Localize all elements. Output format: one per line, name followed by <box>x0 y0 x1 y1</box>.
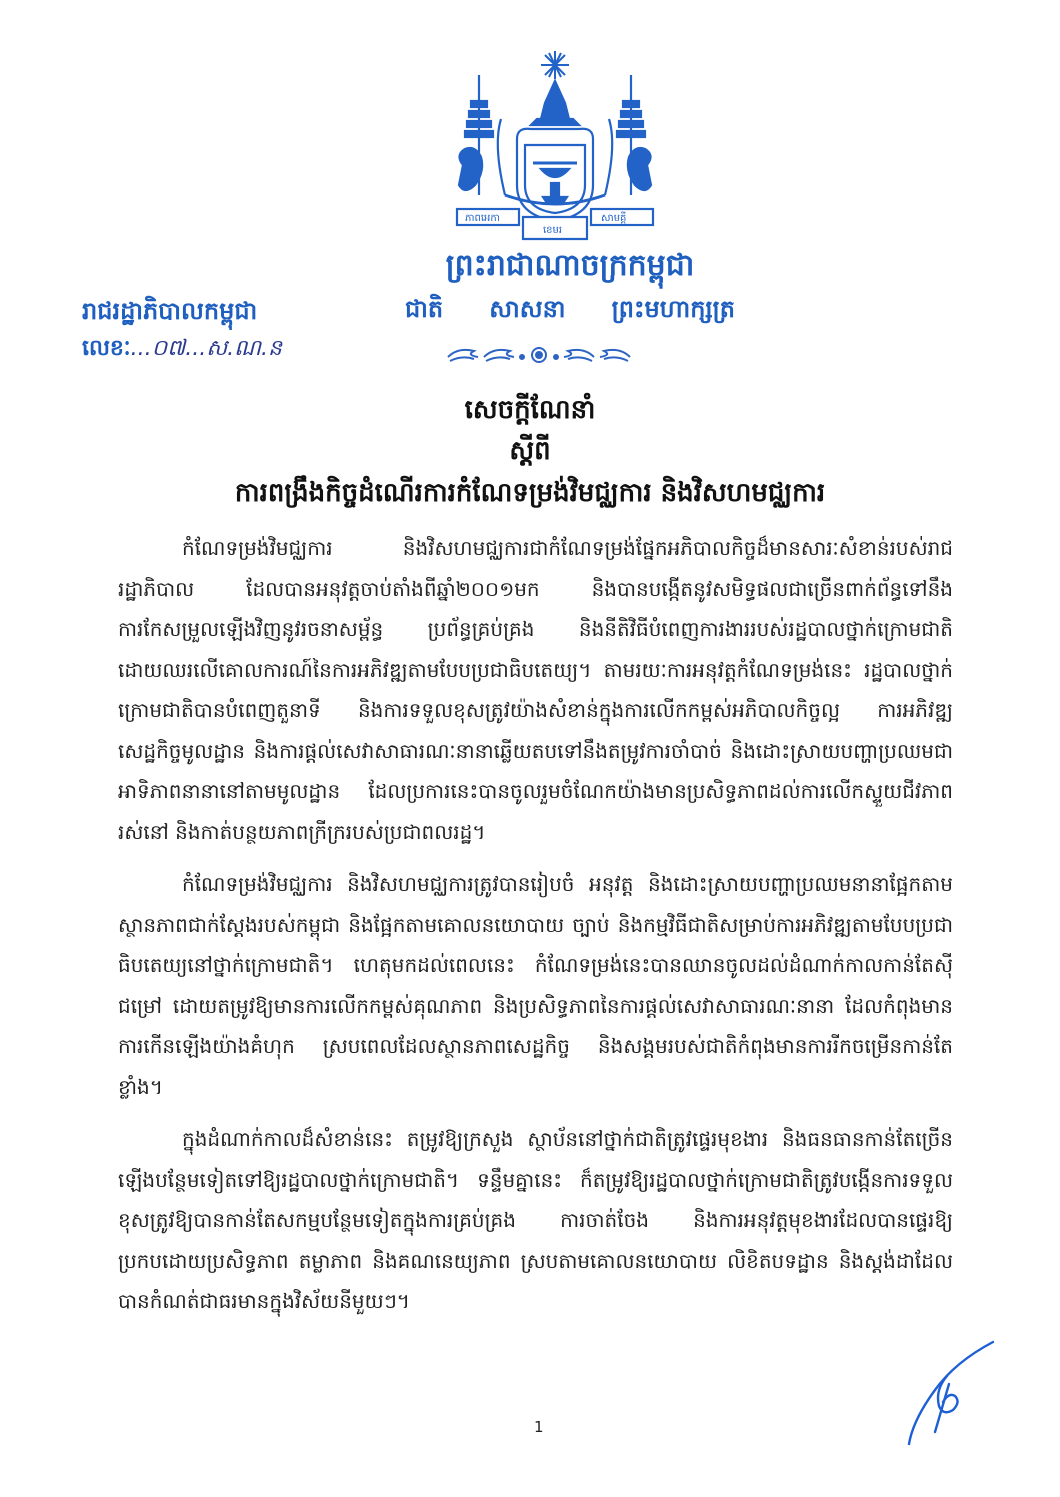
kingdom-title: ព្រះរាជាណាចក្រកម្ពុជា <box>445 248 695 283</box>
reference-number <box>82 334 282 366</box>
signature-icon <box>905 1340 995 1450</box>
reference-value: ...០៧...ស.ណ.ន <box>130 336 282 361</box>
document-body <box>118 528 953 1334</box>
document-subject: ការពង្រឹងកិច្ចដំណើរការកំណែទម្រង់វិមជ្ឈការ និងវិសហមជ្ឈការ <box>234 478 826 508</box>
emblem-ribbon-center: ខេមរ <box>543 225 563 236</box>
issuing-authority: រាជរដ្ឋាភិបាលកម្ពុជា <box>82 297 258 325</box>
national-motto <box>405 294 735 329</box>
motto-religion: សាសនា <box>489 295 566 323</box>
motto-king: ព្រះមហាក្សត្រ <box>611 295 735 323</box>
document-type: សេចក្ដីណែនាំ <box>464 395 596 425</box>
body-paragraph-3: ក្នុងដំណាក់កាលដ៏សំខាន់នេះ តម្រូវឱ្យក្រសួង ស្ថាប័ននៅថ្នាក់ជាតិត្រូវផ្ទេរមុខងារ និងធនធានកាន់តែច្រើនឡើងបន្ថែមទៀតទៅឱ្យរដ្ឋបាលថ្នាក់ក្រោមជាតិ។ ទន្ទឹមគ្នានេះ ក៏តម្រូវឱ្យរដ្ឋបាលថ្នាក់ក្រោមជាតិត្រូវបង្កើនការទទួលខុសត្រូវឱ្យបានកាន់តែសកម្មបន្ថែមទៀតក្នុងការគ្រប់គ្រង ការចាត់ចែង និងការអនុវត្តមុខងារដែលបានផ្ទេរឱ្យ ប្រកបដោយប្រសិទ្ធភាព តម្លាភាព និងគណនេយ្យភាព ស្របតាមគោលនយោបាយ លិខិតបទដ្ឋាន និងស្តង់ដាដែលបានកំណត់ជាធរមានក្នុងវិស័យនីមួយៗ។ <box>118 1127 953 1313</box>
document-about: ស្ដីពី <box>509 436 551 466</box>
body-paragraph-2: កំណែទម្រង់វិមជ្ឈការ និងវិសហមជ្ឈការត្រូវបានរៀបចំ អនុវត្ត និងដោះស្រាយបញ្ហាប្រឈមនានាផ្អែកតាមស្ថានភាពជាក់ស្ដែងរបស់កម្ពុជា និងផ្អែកតាមគោលនយោបាយ ច្បាប់ និងកម្មវិធីជាតិសម្រាប់ការអភិវឌ្ឍតាមបែបប្រជាធិបតេយ្យនៅថ្នាក់ក្រោមជាតិ។ ហេតុមកដល់ពេលនេះ កំណែទម្រង់នេះបានឈានចូលដល់ដំណាក់កាលកាន់តែស៊ីជម្រៅ ដោយតម្រូវឱ្យមានការលើកកម្ពស់គុណភាព និងប្រសិទ្ធភាពនៃការផ្ដល់សេវាសាធារណៈនានា ដែលកំពុងមានការកើនឡើងយ៉ាងគំហុក ស្របពេលដែលស្ថានភាពសេដ្ឋកិច្ច និងសង្គមរបស់ជាតិកំពុងមានការរីកចម្រើនកាន់តែខ្លាំង។ <box>118 872 953 1099</box>
motto-nation: ជាតិ <box>405 295 444 323</box>
reference-label: លេខៈ <box>82 336 131 361</box>
royal-coat-of-arms-icon <box>445 45 665 245</box>
emblem-ribbon-left: ភាពអេកា <box>465 213 500 224</box>
ornament-divider-icon <box>444 343 634 365</box>
emblem-ribbon-right: សាមគ្គី <box>601 213 627 224</box>
page-number: 1 <box>534 1418 544 1436</box>
body-paragraph-1: កំណែទម្រង់វិមជ្ឈការ និងវិសហមជ្ឈការជាកំណែទម្រង់ផ្នែកអភិបាលកិច្ចដ៏មានសារៈសំខាន់របស់រាជរដ្ឋាភិបាល ដែលបានអនុវត្តចាប់តាំងពីឆ្នាំ២០០១មក និងបានបង្កើតនូវសមិទ្ធផលជាច្រើនពាក់ព័ន្ធទៅនឹងការកែសម្រួលឡើងវិញនូវរចនាសម្ព័ន្ធ ប្រព័ន្ធគ្រប់គ្រង និងនីតិវិធីបំពេញការងាររបស់រដ្ឋបាលថ្នាក់ក្រោមជាតិ ដោយឈរលើគោលការណ៍នៃការអភិវឌ្ឍតាមបែបប្រជាធិបតេយ្យ។ តាមរយៈការអនុវត្តកំណែទម្រង់នេះ រដ្ឋបាលថ្នាក់ក្រោមជាតិបានបំពេញតួនាទី និងការទទួលខុសត្រូវយ៉ាងសំខាន់ក្នុងការលើកកម្ពស់អភិបាលកិច្ចល្អ ការអភិវឌ្ឍសេដ្ឋកិច្ចមូលដ្ឋាន និងការផ្ដល់សេវាសាធារណៈនានាឆ្លើយតបទៅនឹងតម្រូវការចាំបាច់ និងដោះស្រាយបញ្ហាប្រឈមជាអាទិភាពនានានៅតាមមូលដ្ឋាន ដែលប្រការនេះបានចូលរួមចំណែកយ៉ាងមានប្រសិទ្ធភាពដល់ការលើកស្ទួយជីវភាពរស់នៅ និងកាត់បន្ថយភាពក្រីក្ររបស់ប្រជាពលរដ្ឋ។ <box>118 536 953 844</box>
